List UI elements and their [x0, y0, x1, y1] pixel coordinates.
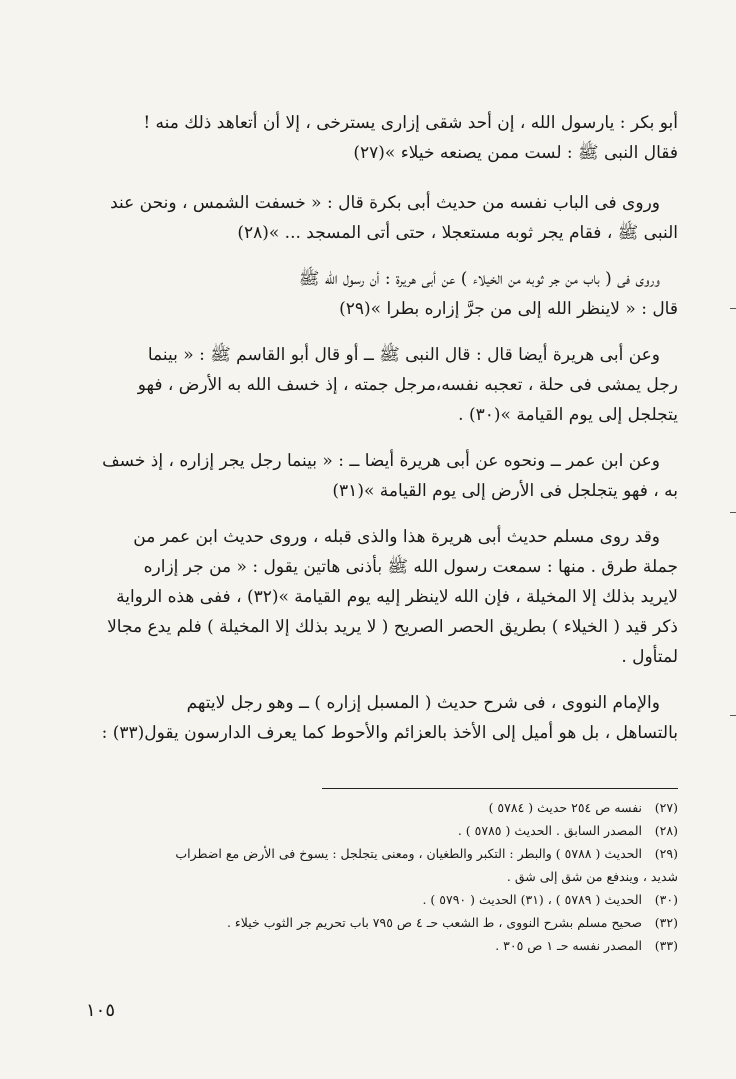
text-line: وروى فى ( باب من جر ثوبه من الخيلاء ) عن أبى هريرة : أن رسول الله ﷺ [298, 269, 660, 289]
text-line: رجل يمشى فى حلة ، تعجبه نفسه،مرجل جمته ، إذ خسف الله به الأرض ، فهو [137, 375, 678, 395]
text-line: لمتأول . [621, 647, 678, 667]
footnote-text: الحديث ( ٥٧٨٩ ) ، (٣١) الحديث ( ٥٧٩٠ ) . [422, 892, 642, 907]
footnote [60, 819, 678, 842]
text-line: وعن ابن عمر ــ ونحوه عن أبى هريرة أيضا ــ : « بينما رجل يجر إزاره ، إذ خسف [102, 451, 660, 471]
text-line: فقال النبى ﷺ : لست ممن يصنعه خيلاء »(٢٧) [353, 143, 678, 163]
footnote-number: (٢٧) [654, 800, 678, 815]
text-line: جملة طرق . منها : سمعت رسول الله ﷺ بأذنى هاتين يقول : « من جر إزاره [143, 557, 678, 577]
footnote-number: (٢٨) [654, 823, 678, 838]
paragraph-1 [78, 108, 678, 168]
footnote [60, 796, 678, 819]
margin-tick [730, 512, 736, 513]
footnote-number: (٣٣) [654, 938, 678, 953]
paragraph-4 [78, 340, 678, 430]
footnote-number: (٣٠) [654, 892, 678, 907]
text-line: ذكر قيد ( الخيلاء ) بطريق الحصر الصريح ( لا يريد بذلك إلا المخيلة ) فلم يدع مجالا [107, 617, 678, 637]
footnote [60, 888, 678, 911]
footnote-text: الحديث ( ٥٧٨٨ ) والبطر : التكبر والطغيان ، ومعنى يتجلجل : يسوخ فى الأرض مع اضطراب [175, 846, 642, 861]
footnote-text: صحيح مسلم بشرح النووى ، ط الشعب حـ ٤ ص ٧٩٥ باب تحريم جر الثوب خيلاء . [226, 915, 642, 930]
text-line: وعن أبى هريرة أيضا قال : قال النبى ﷺ ــ أو قال أبو القاسم ﷺ : « بينما [147, 345, 660, 365]
text-line: لايريد بذلك إلا المخيلة ، فإن الله لاينظر إليه يوم القيامة »(٣٢) ، ففى هذه الرواية [116, 587, 678, 607]
main-text [78, 108, 678, 748]
footnotes [60, 796, 678, 957]
margin-tick [730, 715, 736, 716]
text-line: والإمام النووى ، فى شرح حديث ( المسبل إزاره ) ــ وهو رجل لايتهم [186, 693, 660, 713]
paragraph-2 [78, 188, 678, 248]
footnote-number: (٢٩) [654, 846, 678, 861]
footnote [60, 934, 678, 957]
paragraph-3 [78, 264, 678, 324]
text-line: وقد روى مسلم حديث أبى هريرة هذا والذى قبله ، وروى حديث ابن عمر من [133, 527, 660, 547]
text-line: وروى فى الباب نفسه من حديث أبى بكرة قال : « خسفت الشمس ، ونحن عند [110, 193, 660, 213]
footnote-text: المصدر السابق . الحديث ( ٥٧٨٥ ) . [457, 823, 642, 838]
paragraph-5 [78, 446, 678, 506]
footnote-text: نفسه ص ٢٥٤ حديث ( ٥٧٨٤ ) [488, 800, 642, 815]
footnote-separator [322, 788, 678, 789]
page-number: ١٠٥ [86, 1000, 116, 1021]
paragraph-6 [78, 522, 678, 672]
footnote-text-continued: شديد ، ويندفع من شق إلى شق . [506, 869, 678, 884]
text-line: قال : « لاينظر الله إلى من جرَّ إزاره بطرا »(٢٩) [339, 299, 678, 319]
footnote [60, 911, 678, 934]
margin-tick [730, 308, 736, 309]
text-line: يتجلجل إلى يوم القيامة »(٣٠) . [458, 405, 678, 425]
text-line: النبى ﷺ ، فقام يجر ثوبه مستعجلا ، حتى أتى المسجد ... »(٢٨) [237, 223, 678, 243]
text-line: أبو بكر : يارسول الله ، إن أحد شقى إزارى يسترخى ، إلا أن أتعاهد ذلك منه ! [143, 113, 678, 133]
paragraph-7 [78, 688, 678, 748]
footnote-text: المصدر نفسه حـ ١ ص ٣٠٥ . [495, 938, 642, 953]
footnote-number: (٣٢) [654, 915, 678, 930]
text-line: به ، فهو يتجلجل فى الأرض إلى يوم القيامة »(٣١) [332, 481, 678, 501]
text-line: بالتساهل ، بل هو أميل إلى الأخذ بالعزائم والأحوط كما يعرف الدارسون يقول(٣٣) : [101, 723, 678, 743]
footnote [60, 842, 678, 865]
